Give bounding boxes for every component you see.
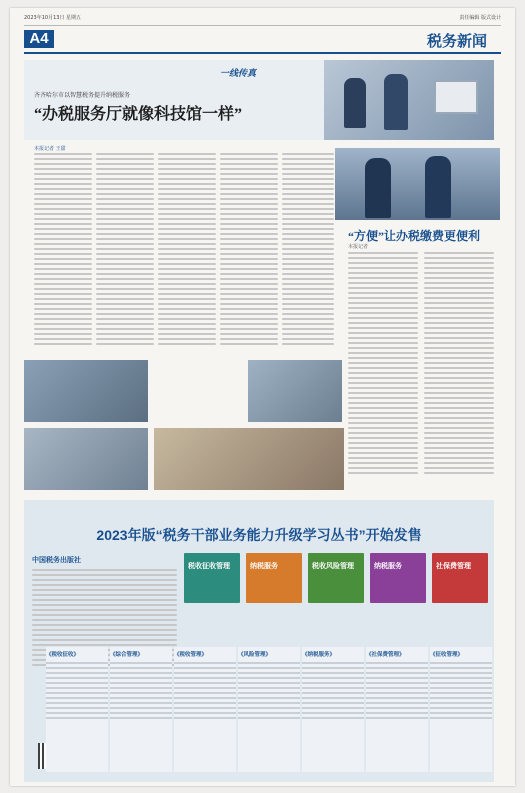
text-column (348, 252, 418, 477)
feature-byline: 本报记者 王甜 (34, 146, 66, 152)
book-ad-title: 2023年版“税务干部业务能力升级学习丛书”开始发售 (96, 527, 422, 543)
main-article-columns (34, 153, 334, 363)
text-column (158, 153, 216, 348)
right-article-headline: “方便”让办税缴费更便利 (348, 229, 481, 243)
book-card-title: 《综合管理》 (110, 652, 144, 658)
press-name: 中国税务出版社 (32, 556, 81, 564)
feature-stamp: 一线传真 (220, 69, 257, 79)
feature-headline: “办税服务厅就像科技馆一样” (34, 106, 243, 123)
lower-left-photo-a (24, 360, 148, 422)
book-cover (370, 553, 426, 603)
book-card-title: 《社保费管理》 (366, 652, 405, 658)
book-title: 税收征收管理 (188, 562, 230, 570)
issue-date: 2023年10月13日 星期五 (24, 15, 82, 21)
book-card-title: 《纳税服务》 (302, 652, 336, 658)
book-card-title: 《税收管理》 (174, 652, 208, 658)
book-cover-row (184, 553, 490, 603)
feature-headline-block (34, 90, 294, 124)
feature-header (24, 60, 494, 140)
book-card-title: 《税收征收》 (46, 652, 80, 658)
book-card (238, 647, 300, 772)
feature-photo (324, 60, 494, 140)
feature-kicker: 齐齐哈尔市以智慧税务提升纳税服务 (34, 92, 131, 99)
section-divider (24, 52, 501, 54)
page-number-badge: A4 (24, 30, 54, 48)
text-column (96, 153, 154, 348)
book-cover (246, 553, 302, 603)
book-card-title: 《风险管理》 (238, 652, 272, 658)
right-article-columns (348, 252, 498, 492)
editor-line: 责任编辑 版式设计 (459, 15, 501, 21)
book-card-title: 《征收管理》 (430, 652, 464, 658)
book-cover (308, 553, 364, 603)
lower-left-photo-b (24, 428, 148, 490)
text-column (34, 153, 92, 348)
book-title: 税收风险管理 (312, 562, 354, 570)
lower-middle-photo (154, 428, 344, 490)
book-card (46, 647, 108, 772)
book-card (430, 647, 492, 772)
book-cover (184, 553, 240, 603)
header-rule (24, 25, 501, 26)
book-card (302, 647, 364, 772)
text-column (424, 252, 494, 477)
book-description-cards (46, 647, 494, 772)
newspaper-page (10, 8, 515, 786)
book-card (366, 647, 428, 772)
text-column (220, 153, 278, 348)
book-card (174, 647, 236, 772)
book-ad-banner (24, 500, 494, 782)
section-title: 税务新闻 (426, 34, 487, 50)
right-article-byline: 本报记者 (348, 244, 369, 250)
text-column (282, 153, 334, 348)
book-card (110, 647, 172, 772)
book-title: 社保费管理 (436, 562, 471, 570)
lower-right-small-photo (248, 360, 342, 422)
page-header-bar (24, 14, 501, 24)
book-cover (432, 553, 488, 603)
book-title: 纳税服务 (250, 562, 278, 570)
right-top-photo (335, 148, 500, 220)
book-title: 纳税服务 (374, 562, 402, 570)
